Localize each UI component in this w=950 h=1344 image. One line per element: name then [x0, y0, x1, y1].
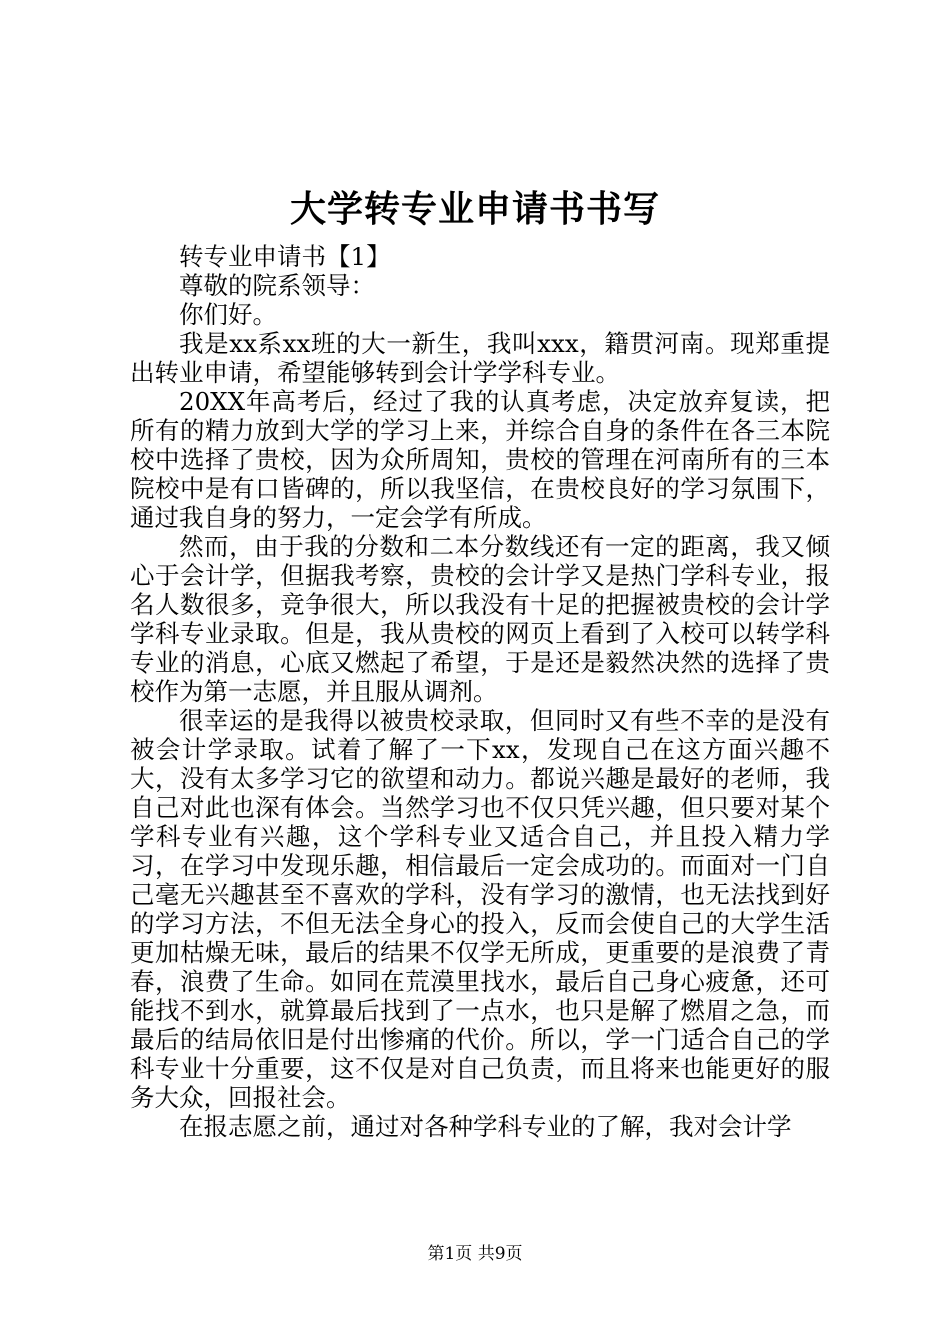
paragraph-heading: 转专业申请书【1】 — [179, 242, 391, 271]
paragraph-background: 20XX年高考后，经过了我的认真考虑，决定放弃复读，把所有的精力放到大学的学习上来，并综合自身的条件在各三本院校中选择了贵校，因为众所周知，贵校的管理在河南所有的三本院校中是有口皆碑的，所以我坚信，在贵校良好的学习氛围下，通过我自身的努力，一定会学有所成。 — [130, 387, 830, 532]
paragraph-salutation: 尊敬的院系领导： — [179, 271, 375, 300]
paragraph-continuation: 在报志愿之前，通过对各种学科专业的了解，我对会计学 — [179, 1112, 792, 1141]
paragraph-interest: 很幸运的是我得以被贵校录取，但同时又有些不幸的是没有被会计学录取。试着了解了一下xx，发现自己在这方面兴趣不大，没有太多学习它的欲望和动力。都说兴趣是最好的老师，我自己对此也深有体会。当然学习也不仅只凭兴趣，但只要对某个学科专业有兴趣，这个学科专业又适合自己，并且投入精力学习，在学习中发现乐趣，相信最后一定会成功的。而面对一门自己毫无兴趣甚至不喜欢的学科，没有学习的激情，也无法找到好的学习方法，不但无法全身心的投入，反而会使自己的大学生活更加枯燥无味，最后的结果不仅学无所成，更重要的是浪费了青春，浪费了生命。如同在荒漠里找水，最后自己身心疲惫，还可能找不到水，就算最后找到了一点水，也只是解了燃眉之急，而最后的结局依旧是付出惨痛的代价。所以，学一门适合自己的学科专业十分重要，这不仅是对自己负责，而且将来也能更好的服务大众，回报社会。 — [130, 706, 830, 1112]
paragraph-reason: 然而，由于我的分数和二本分数线还有一定的距离，我又倾心于会计学，但据我考察，贵校的会计学又是热门学科专业，报名人数很多，竞争很大，所以我没有十足的把握被贵校的会计学学科专业录取。但是，我从贵校的网页上看到了入校可以转学科专业的消息，心底又燃起了希望，于是还是毅然决然的选择了贵校作为第一志愿，并且服从调剂。 — [130, 532, 830, 706]
page-footer: 第1页 共9页 — [427, 1244, 523, 1264]
document-title: 大学转专业申请书书写 — [289, 188, 660, 230]
paragraph-introduction: 我是xx系xx班的大一新生，我叫xxx，籍贯河南。现郑重提出转业申请，希望能够转到会计学学科专业。 — [130, 329, 830, 387]
document-body — [130, 242, 830, 1141]
paragraph-greeting: 你们好。 — [179, 300, 277, 329]
